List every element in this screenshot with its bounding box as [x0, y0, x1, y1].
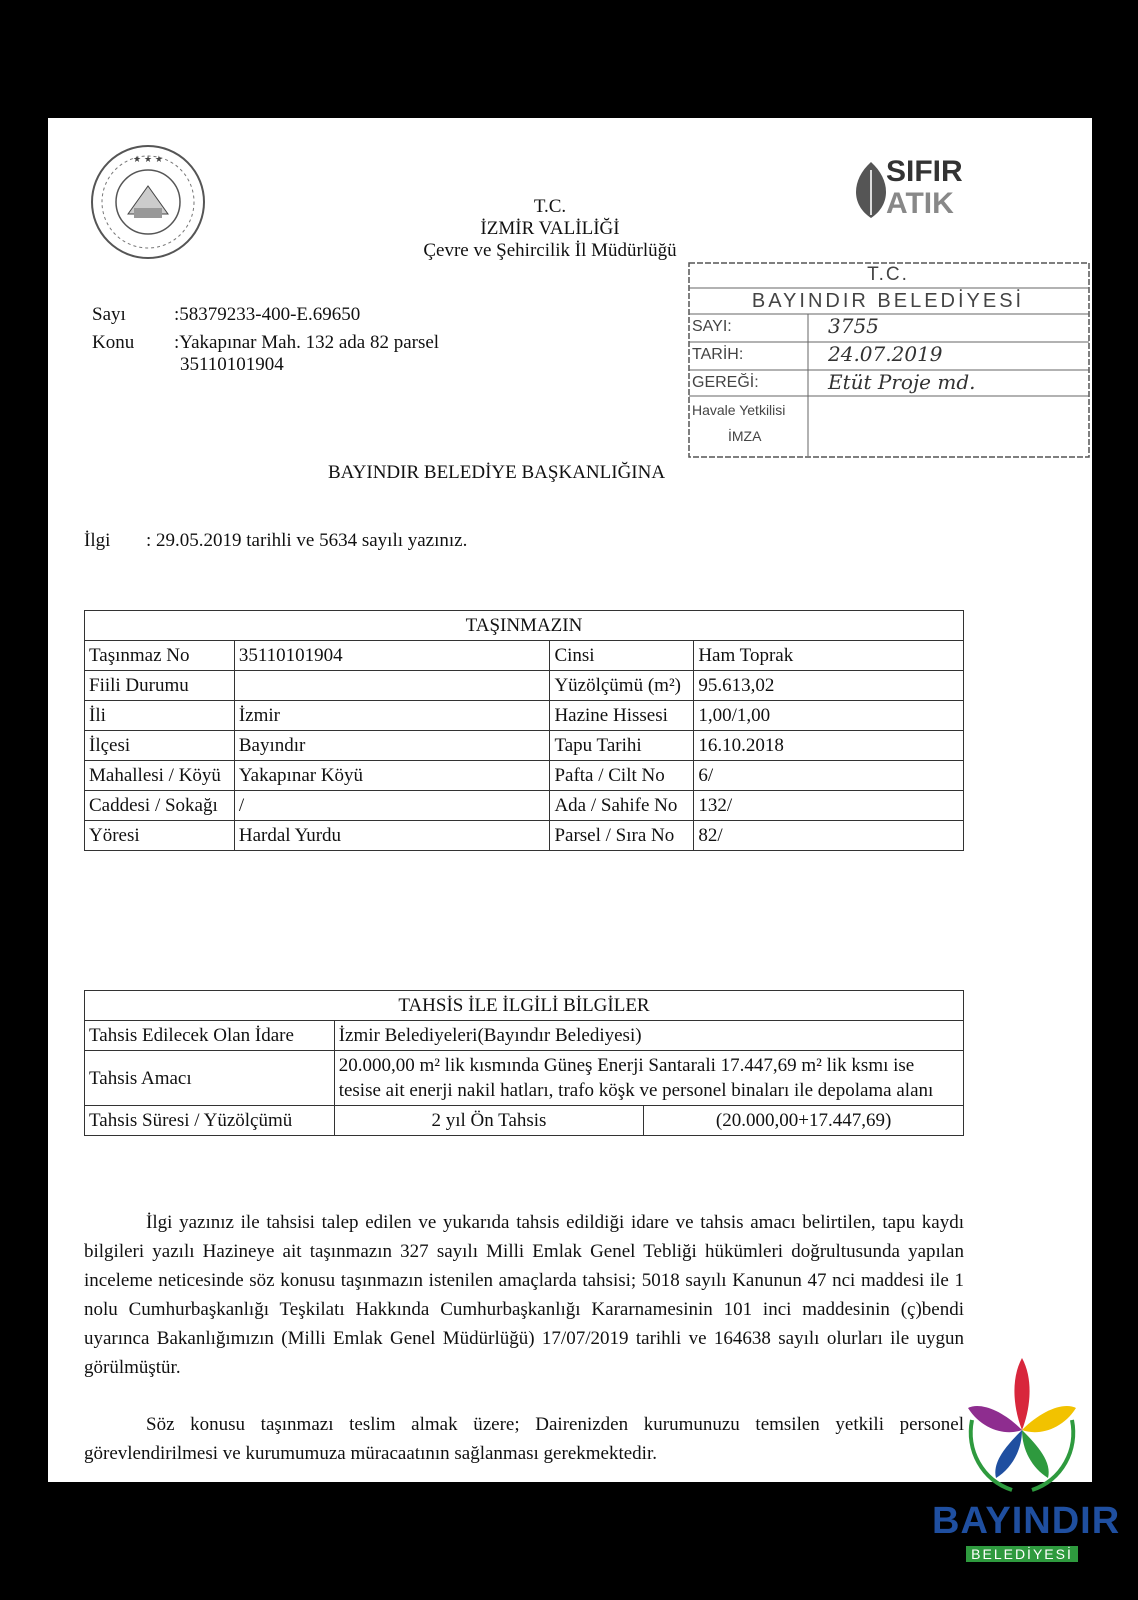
table-row [85, 791, 964, 821]
ilgi-value: : 29.05.2019 tarihli ve 5634 sayılı yazınız. [146, 530, 468, 551]
svg-text:★ ★ ★: ★ ★ ★ [133, 155, 163, 165]
sayi-label: Sayı [92, 304, 126, 325]
stamp-geregi-value: Etüt Proje md. [828, 370, 976, 394]
cell: Pafta / Cilt No [550, 761, 694, 791]
cell: 1,00/1,00 [694, 701, 964, 731]
cell: Hardal Yurdu [234, 821, 550, 851]
cell: Cinsi [550, 641, 694, 671]
cell: Mahallesi / Köyü [85, 761, 235, 791]
stamp-imza-label: İMZA [728, 428, 762, 444]
cell: Taşınmaz No [85, 641, 235, 671]
tasinmaz-title: TAŞINMAZIN [85, 611, 964, 641]
cell: Fiili Durumu [85, 671, 235, 701]
stamp-sayi-value: 3755 [828, 314, 879, 338]
sifir-text: SIFIR [886, 155, 963, 188]
cell: İli [85, 701, 235, 731]
sure-value: 2 yıl Ön Tahsis [334, 1106, 644, 1136]
bayindir-logo [932, 1350, 1121, 1590]
cell [234, 671, 550, 701]
cell: Hazine Hissesi [550, 701, 694, 731]
cell: Yüzölçümü (m²) [550, 671, 694, 701]
cell: İzmir [234, 701, 550, 731]
sifir-atik-logo [846, 150, 966, 230]
table-row [85, 761, 964, 791]
stamp-havale-label: Havale Yetkilisi [692, 402, 786, 418]
bayindir-logo-sub: BELEDİYESİ [966, 1546, 1078, 1562]
stamp-tarih-value: 24.07.2019 [828, 342, 943, 366]
table-row [85, 671, 964, 701]
cell: 35110101904 [234, 641, 550, 671]
konu-value-2: 35110101904 [180, 354, 284, 375]
konu-value: :Yakapınar Mah. 132 ada 82 parsel [174, 332, 440, 353]
stamp-tc: T.C. [867, 264, 909, 285]
header-mudurluk: Çevre ve Şehircilik İl Müdürlüğü [423, 240, 677, 261]
cell: Caddesi / Sokağı [85, 791, 235, 821]
table-row [85, 1051, 964, 1106]
table-row [85, 731, 964, 761]
table-row [85, 701, 964, 731]
bayindir-logo-name: BAYINDIR [932, 1500, 1121, 1542]
recipient-heading: BAYINDIR BELEDİYE BAŞKANLIĞINA [328, 462, 666, 483]
stamp-sayi-label: SAYI: [692, 318, 732, 335]
header-valilik: İZMİR VALİLİĞİ [480, 218, 620, 239]
tasinmaz-table [84, 610, 964, 851]
cell: İlçesi [85, 731, 235, 761]
stamp-geregi-label: GEREĞİ: [692, 374, 759, 391]
cell: / [234, 791, 550, 821]
atik-text: ATIK [886, 187, 954, 220]
sure-label: Tahsis Süresi / Yüzölçümü [85, 1106, 335, 1136]
table-row [85, 1106, 964, 1136]
cell: 82/ [694, 821, 964, 851]
cell: Ada / Sahife No [550, 791, 694, 821]
cell: Yakapınar Köyü [234, 761, 550, 791]
cell: Tapu Tarihi [550, 731, 694, 761]
body-paragraph-1: İlgi yazınız ile tahsisi talep edilen ve yukarıda tahsis edildiği idare ve tahsis amacı belirtilen, tapu kaydı bilgileri yazılı Hazineye ait taşınmazın 327 sayılı Milli Emlak Genel Tebliği hükümleri doğrultusunda yapılan inceleme neticesinde söz konusu taşınmazın istenilen amaçlarda tahsisi; 5018 sayılı Kanunun 47 nci maddesi ile 1 nolu Cumhurbaşkanlığı Teşkilatı Hakkında Cumhurbaşkanlığı Kararnamesinin 101 inci maddesinin (ç)bendi uyarınca Bakanlığımızın (Milli Emlak Genel Müdürlüğü) 17/07/2019 tarihli ve 164638 sayılı olurları ile uygun görülmüştür. [84, 1212, 964, 1378]
table-row [85, 1021, 964, 1051]
tahsis-title: TAHSİS İLE İLGİLİ BİLGİLER [85, 991, 964, 1021]
tahsis-table [84, 990, 964, 1136]
stamp-tarih-label: TARİH: [692, 346, 744, 363]
ilgi-label: İlgi [84, 530, 111, 551]
ministry-seal-icon [88, 142, 208, 262]
cell: 16.10.2018 [694, 731, 964, 761]
table-row [85, 641, 964, 671]
cell: Parsel / Sıra No [550, 821, 694, 851]
cell: Yöresi [85, 821, 235, 851]
amac-value: 20.000,00 m² lik kısmında Güneş Enerji Santarali 17.447,69 m² lik ksmı ise tesise ait enerji nakil hatları, trafo köşk ve personel binaları ile depolama alanı [334, 1051, 963, 1106]
sayi-value: :58379233-400-E.69650 [174, 304, 361, 325]
stamp-title: BAYINDIR BELEDİYESİ [751, 290, 1025, 312]
cell: 95.613,02 [694, 671, 964, 701]
table-row [85, 821, 964, 851]
receipt-stamp [688, 262, 1090, 458]
amac-label: Tahsis Amacı [85, 1051, 335, 1106]
header-tc: T.C. [533, 196, 567, 217]
konu-label: Konu [92, 332, 135, 353]
cell: Ham Toprak [694, 641, 964, 671]
yuzolcum-value: (20.000,00+17.447,69) [644, 1106, 964, 1136]
body-paragraph-2: Söz konusu taşınmazı teslim almak üzere; Dairenizden kurumunuzu temsilen yetkili personel görevlendirilmesi ve kurumumuza müracaatının sağlanması gerekmektedir. [84, 1414, 964, 1464]
cell: 132/ [694, 791, 964, 821]
idare-label: Tahsis Edilecek Olan İdare [85, 1021, 335, 1051]
cell: Bayındır [234, 731, 550, 761]
idare-value: İzmir Belediyeleri(Bayındır Belediyesi) [334, 1021, 963, 1051]
cell: 6/ [694, 761, 964, 791]
flower-icon [962, 1350, 1082, 1500]
